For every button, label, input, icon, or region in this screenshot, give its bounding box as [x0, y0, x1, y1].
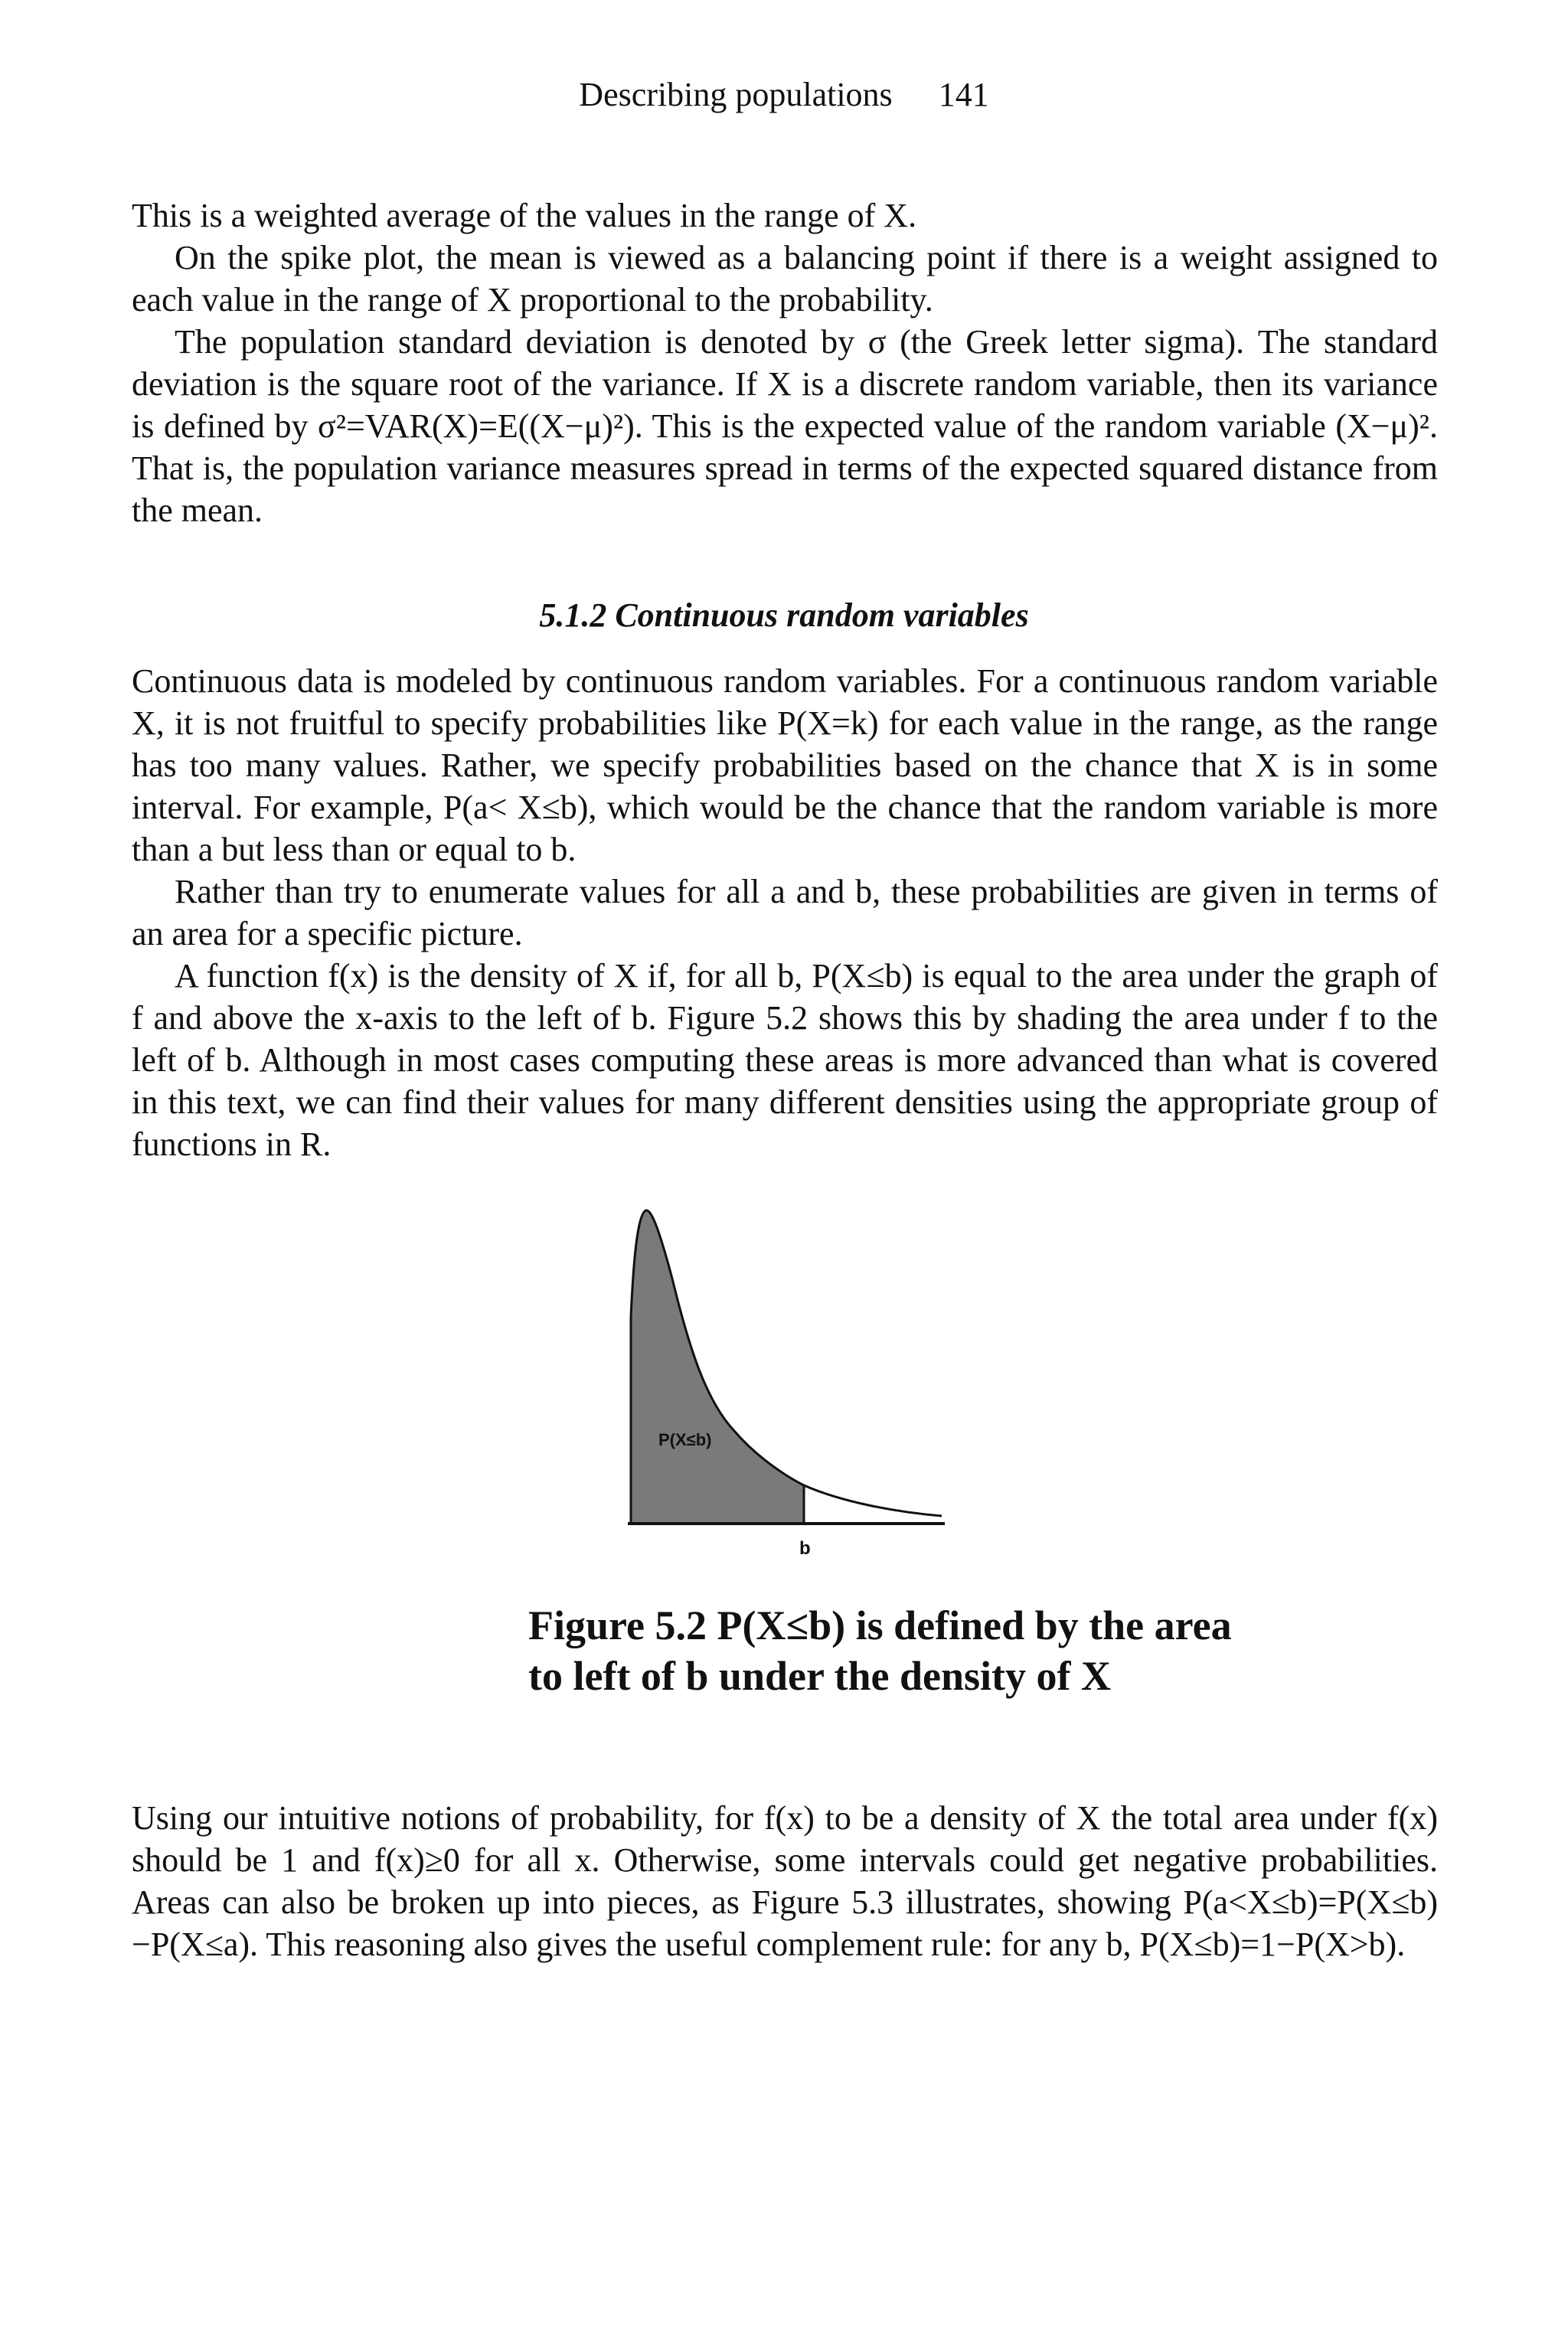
text-block-continuous: [132, 660, 1438, 1165]
paragraph: The population standard deviation is denoted by σ (the Greek letter sigma). The standard deviation is the square root of the variance. If X is a discrete random variable, then its variance is defined by σ²=VAR(X)=E((X−μ)²). This is the expected value of the random variable (X−μ)². That is, the population variance measures spread in terms of the expected squared distance from the mean.: [132, 323, 1438, 529]
b-label: b: [799, 1538, 811, 1559]
page-number: 141: [938, 76, 989, 113]
paragraph: A function f(x) is the density of X if, for all b, P(X≤b) is equal to the area under the graph of f and above the x-axis to the left of b. Figure 5.2 shows this by shading the area under f to the left of b. Although in most cases computing these areas is more advanced than what is covered in this text, we can find their values for many different densities using the appropriate group of functions in R.: [132, 957, 1438, 1163]
paragraph: On the spike plot, the mean is viewed as a balancing point if there is a weight assigned to each value in the range of X proportional to the probability.: [132, 239, 1438, 318]
paragraph: Rather than try to enumerate values for all a and b, these probabilities are given in terms of an area for a specific picture.: [132, 873, 1438, 952]
running-header: [0, 74, 1568, 116]
paragraph: Continuous data is modeled by continuous random variables. For a continuous random variable X, it is not fruitful to specify probabilities like P(X=k) for each value in the range, as the range has too many values. Rather, we specify probabilities based on the chance that X is in some interval. For example, P(a< X≤b), which would be the chance that the random variable is more than a but less than or equal to b.: [132, 662, 1438, 868]
paragraph: Using our intuitive notions of probability, for f(x) to be a density of X the total area under f(x) should be 1 and f(x)≥0 for all x. Otherwise, some intervals could get negative probabilities. Areas can also be broken up into pieces, as Figure 5.3 illustrates, showing P(a<X≤b)=P(X≤b)−P(X≤a). This reasoning also gives the useful complement rule: for any b, P(X≤b)=1−P(X>b).: [132, 1799, 1438, 1963]
text-block-density: [132, 1797, 1438, 1965]
running-title: Describing populations: [579, 76, 893, 113]
shaded-area-label: P(X≤b): [658, 1430, 712, 1449]
density-figure: [620, 1202, 957, 1570]
shaded-area: [631, 1210, 804, 1524]
figure-caption: Figure 5.2 P(X≤b) is defined by the area to left of b under the density of X: [528, 1602, 1232, 1699]
paragraph: This is a weighted average of the values in the range of X.: [132, 197, 917, 234]
text-block-intro: [132, 194, 1438, 531]
density-plot: [620, 1202, 957, 1570]
section-heading: 5.1.2 Continuous random variables: [539, 596, 1029, 634]
